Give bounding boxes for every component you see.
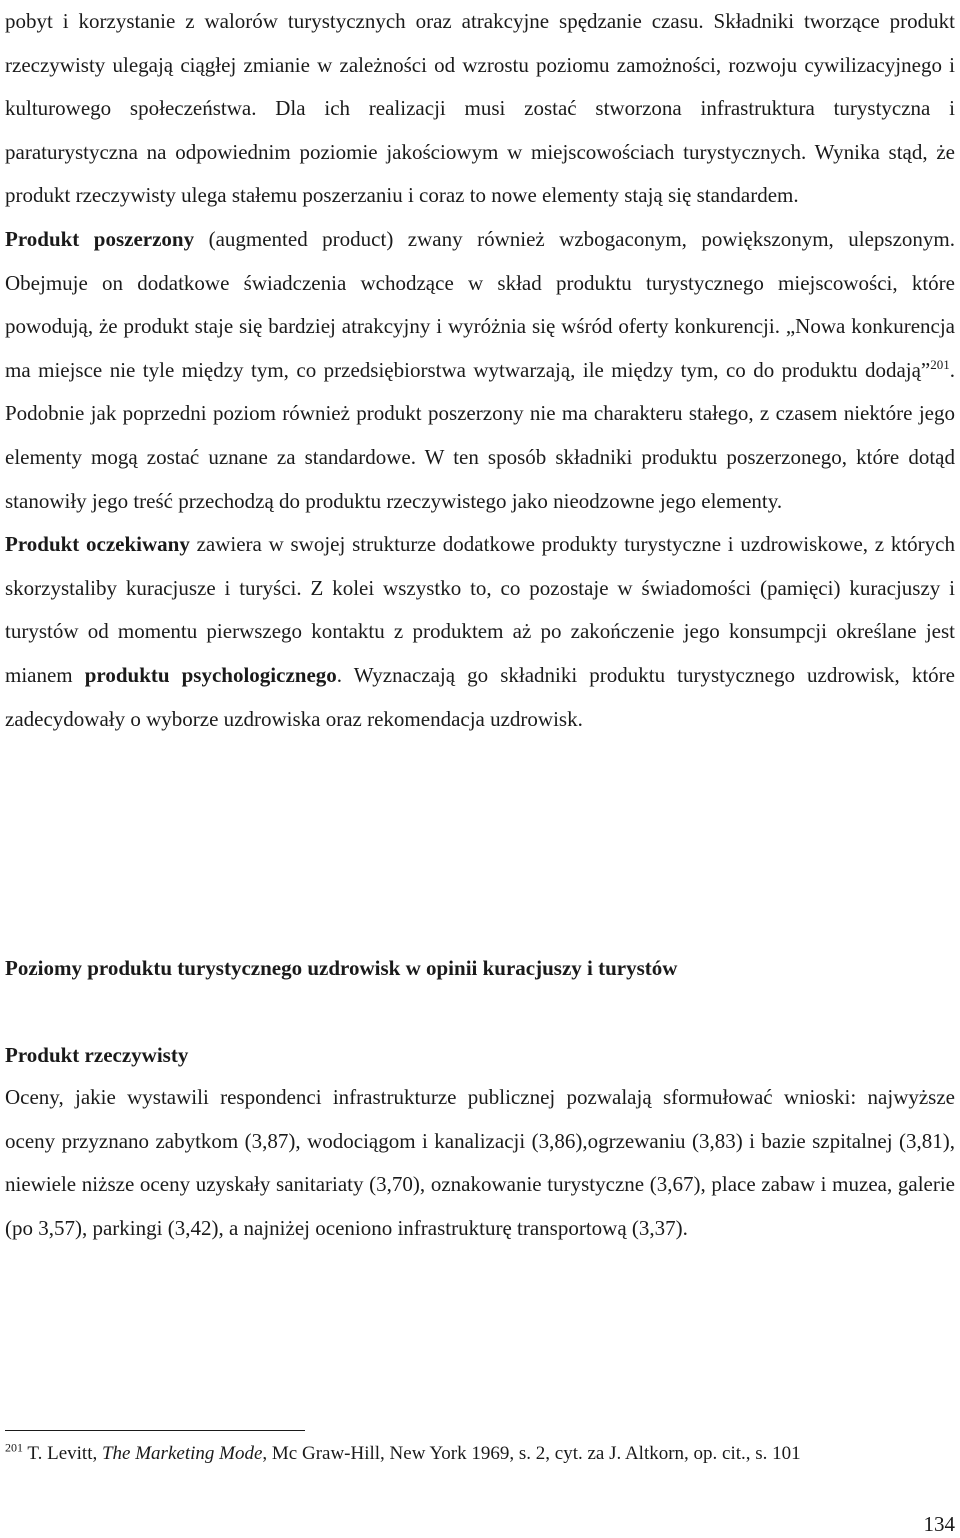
survey-results — [5, 1076, 955, 1250]
paragraph-product-expected — [5, 523, 955, 741]
section-heading: Poziomy produktu turystycznego uzdrowisk w opinii kuracjuszy i turystów — [5, 956, 678, 980]
paragraph-product-actual-text-a: pobyt i korzystanie z walorów turystycznych oraz atrakcyjne spędzanie czasu. Składniki tworzące produkt rzeczywisty ulegają ciągłej zmianie w zależności od wzrostu poziomu zamożności, rozwoju cywilizacyjnego i kulturowego społeczeństwa. — [5, 9, 955, 121]
footnote-reference[interactable]: 201 — [930, 356, 950, 372]
footnote-title: The Marketing Mode — [101, 1443, 263, 1464]
footnote-separator — [5, 1430, 305, 1431]
paragraph-product-actual — [5, 0, 955, 218]
paragraph-product-actual-text-b: Dla ich realizacji musi zostać stworzona infrastruktura turystyczna i paraturystyczna na odpowiednim poziomie jakościowym w miejscowościach turystycznych. Wynika stąd, że produkt rzeczywisty ulega stałemu poszerzaniu i coraz to nowe elementy stają się standardem. — [5, 96, 955, 208]
footnote — [5, 1440, 801, 1468]
paragraph-expected-text-b: . Wyznaczają go składniki produktu turystycznego uzdrowisk, które zadecydowały o wyborze uzdrowiska oraz rekomendacja uzdrowisk. — [5, 662, 955, 731]
paragraph-augmented-text-b: Obejmuje on dodatkowe świadczenia wchodzące w skład produktu turystycznego miejscowości, które powodują, że produkt staje się bardziej atrakcyjny i wyróżnia się wśród oferty konkurencji. „Nowa konkurencja ma miejsce nie tyle między tym, co przedsiębiorstwa wytwarzają, ile między tym, co do produktu dodają” — [5, 270, 955, 382]
paragraph-augmented-text-c: . Podobnie jak poprzedni poziom również produkt poszerzony nie ma charakteru stałego, z czasem niektóre jego elementy mogą zostać uznane za standardowe. W ten sposób składniki produktu poszerzonego, które dotąd stanowiły jego treść przechodzą do produktu rzeczywistego jako nieodzowne jego elementy. — [5, 357, 955, 513]
term-augmented-product: Produkt poszerzony — [5, 226, 195, 251]
document-body — [5, 0, 955, 741]
term-expected-product: Produkt oczekiwany — [5, 532, 190, 557]
paragraph-expected-text-a: zawiera w swojej strukturze dodatkowe produkty turystyczne i uzdrowiskowe, z których skorzystaliby kuracjusze i turyści. Z kolei wszystko to, co pozostaje w świadomości (pamięci) kuracjuszy i turystów od momentu pierwszego kontaktu z produktem aż po zakończenie jego konsumpcji określane jest mianem — [5, 532, 955, 687]
footnote-text-b: , Mc Graw-Hill, New York 1969, s. 2, cyt. za J. Altkorn, op. cit., s. 101 — [262, 1443, 801, 1464]
subheading-actual-product: Produkt rzeczywisty — [5, 1043, 189, 1067]
footnote-text-a: T. Levitt, — [23, 1443, 102, 1464]
paragraph-augmented-text-a: (augmented product) zwany również wzbogaconym, powiększonym, ulepszonym. — [194, 226, 955, 251]
paragraph-product-augmented — [5, 218, 955, 523]
term-psychological-product: produktu psychologicznego — [84, 662, 337, 687]
page-number: 134 — [923, 1512, 955, 1536]
footnote-number: 201 — [5, 1440, 23, 1455]
paragraph-survey-results: Oceny, jakie wystawili respondenci infrastrukturze publicznej pozwalają sformułować wnioski: najwyższe oceny przyznano zabytkom (3,87), wodociągom i kanalizacji (3,86),ogrzewaniu (3,83) i bazie szpitalnej (3,81), niewiele niższe oceny uzyskały sanitariaty (3,70), oznakowanie turystyczne (3,67), place zabaw i muzea, galerie (po 3,57), parkingi (3,42), a najniżej oceniono infrastrukturę transportową (3,37). — [5, 1085, 955, 1240]
